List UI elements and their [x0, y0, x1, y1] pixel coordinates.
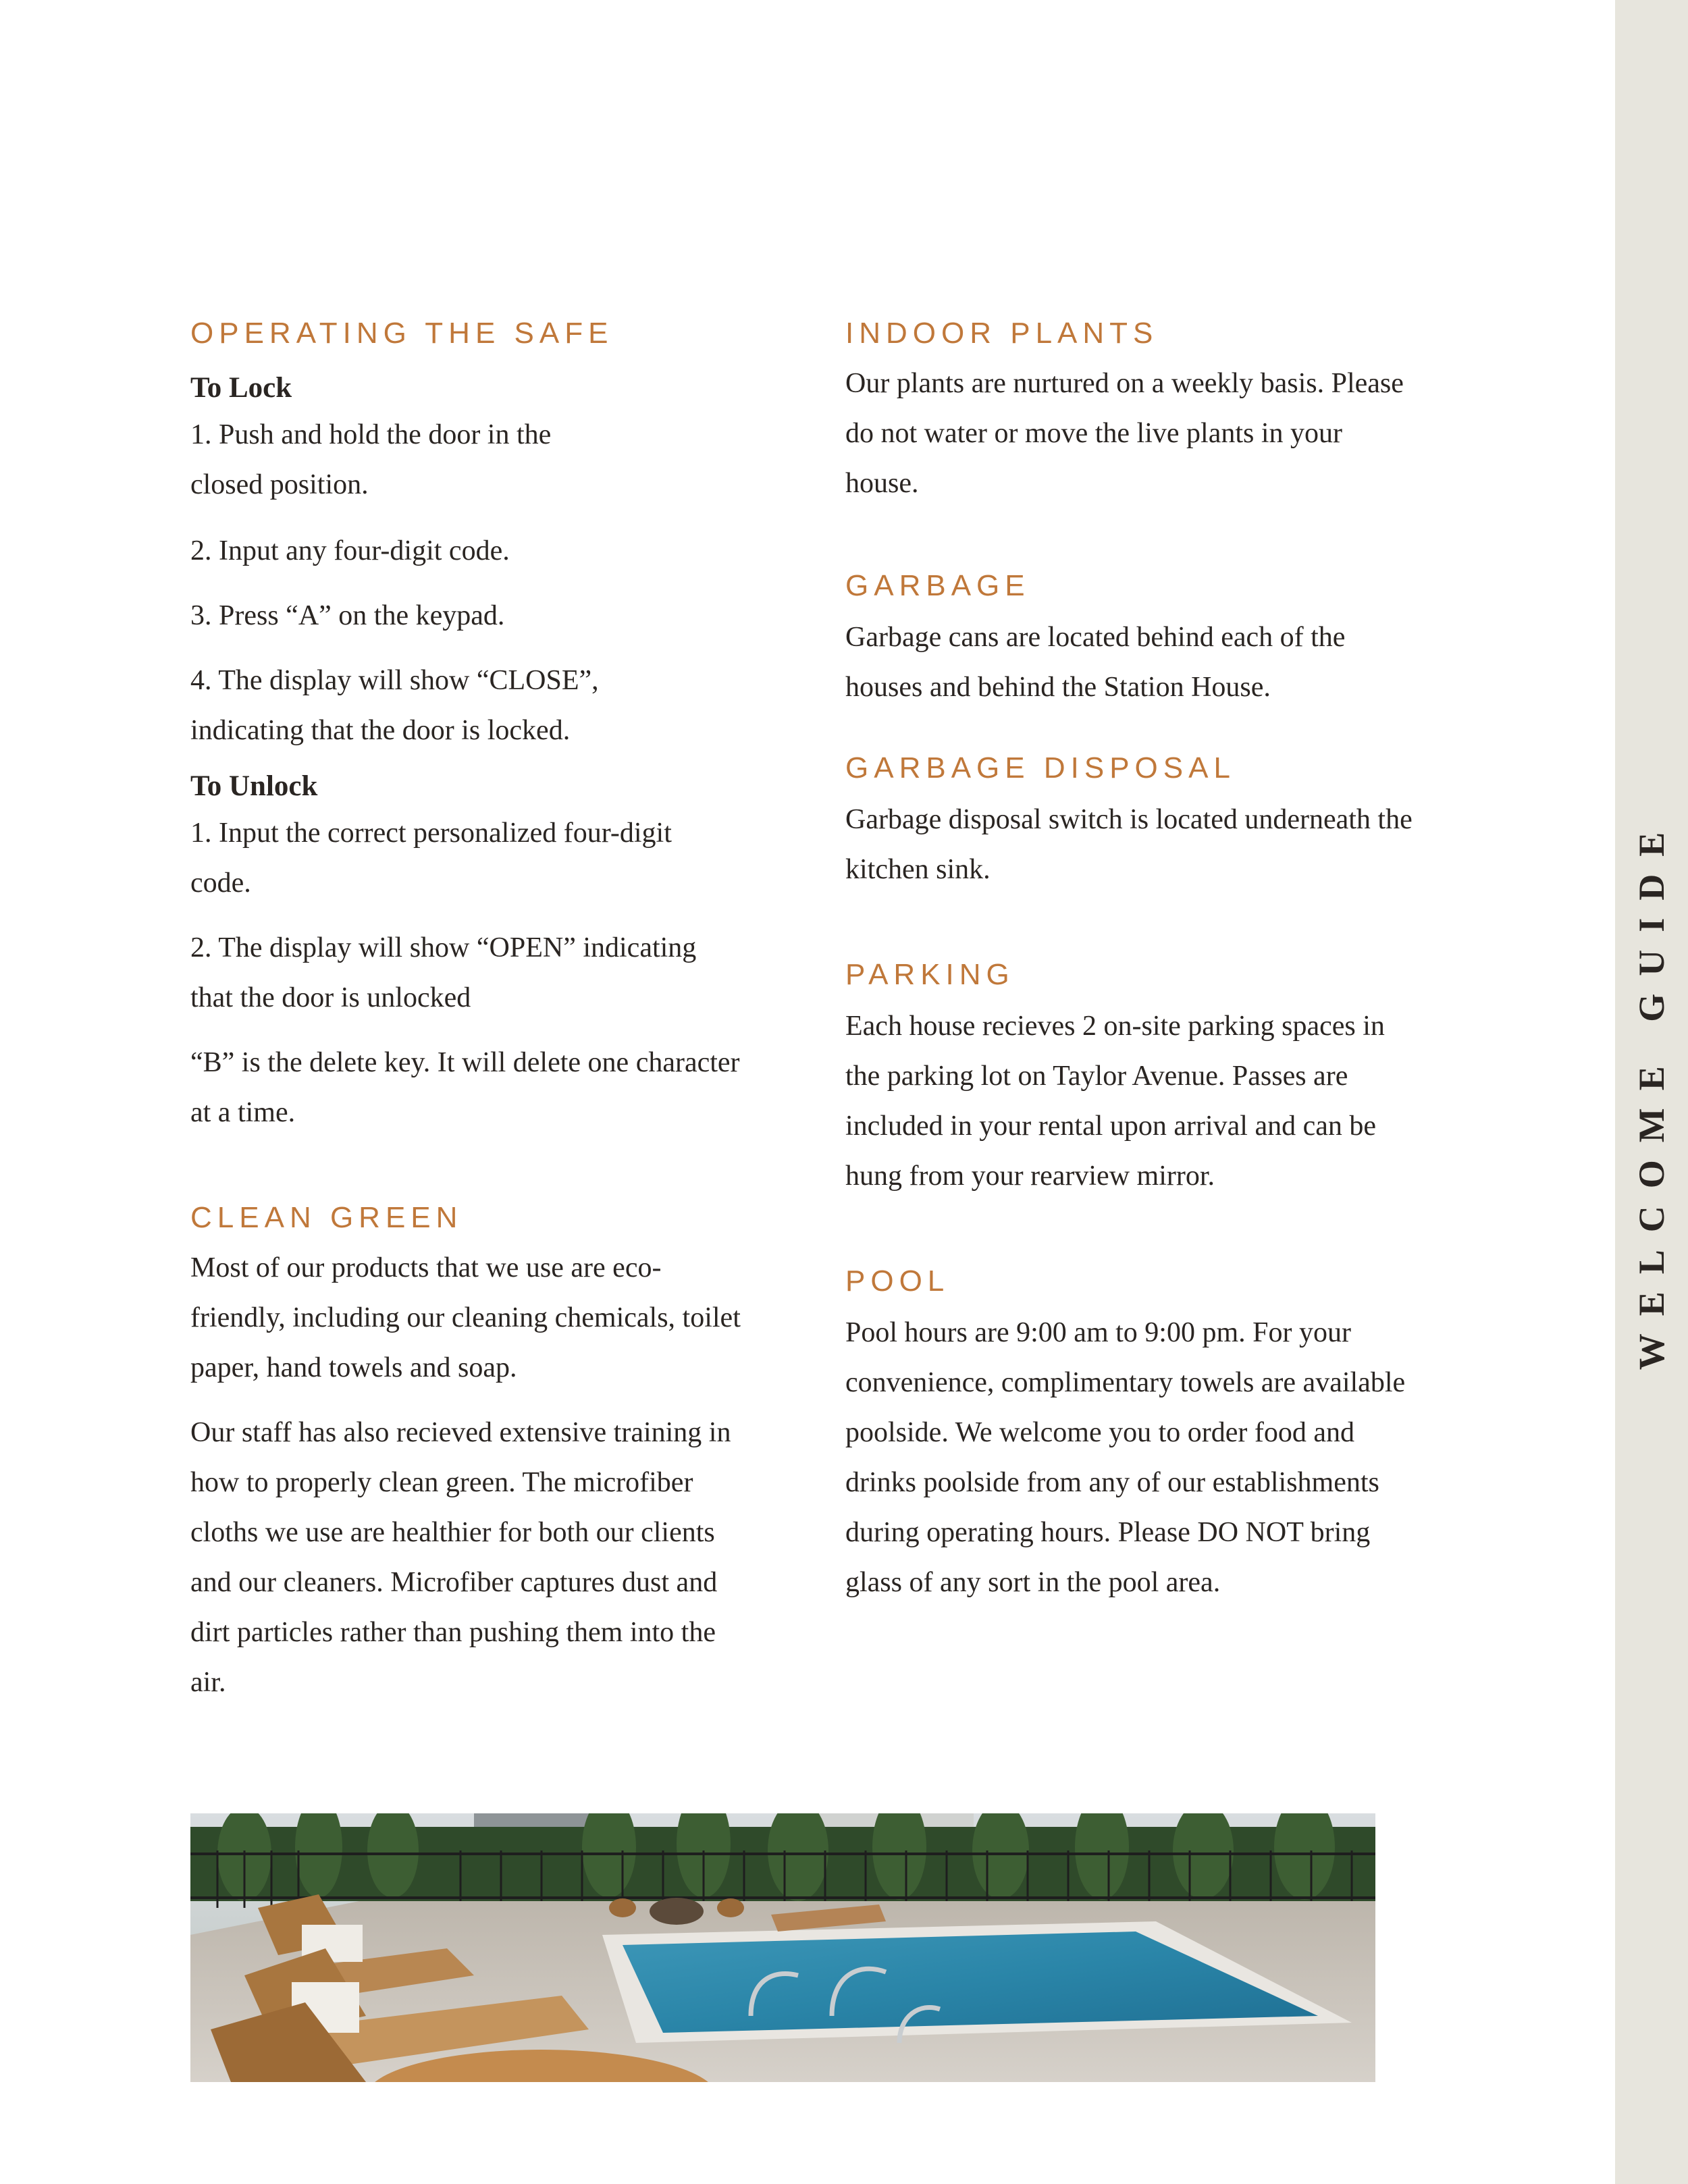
pool-heading: POOL — [845, 1264, 950, 1298]
lock-step-2: 2. Input any four-digit code. — [190, 535, 510, 566]
pool-photo — [190, 1813, 1375, 2082]
parking-text: Each house recieves 2 on-site parking spaces in the parking lot on Taylor Avenue. Passes are included in your rental upon arrival and can be hung from your rearview mirror. — [845, 1011, 1385, 1192]
to-lock-title: To Lock — [190, 372, 292, 404]
clean-green-paragraph-1: Most of our products that we use are eco-friendly, including our cleaning chemicals, toilet paper, hand towels and soap. — [190, 1252, 741, 1383]
lock-step-4: 4. The display will show “CLOSE”, indicating that the door is locked. — [190, 665, 599, 746]
garbage-disposal-text: Garbage disposal switch is located underneath the kitchen sink. — [845, 804, 1413, 885]
clean-green-paragraph-2: Our staff has also recieved extensive training in how to properly clean green. The microfiber cloths we use are healthier for both our clients and our cleaners. Microfiber captures dust and dirt particles rather than pushing them into the air. — [190, 1417, 731, 1698]
lock-step-3: 3. Press “A” on the keypad. — [190, 600, 505, 631]
garbage-heading: GARBAGE — [845, 569, 1030, 602]
pool-text: Pool hours are 9:00 am to 9:00 pm. For your convenience, complimentary towels are available poolside. We welcome you to order food and drinks poolside from any of our establishments during operating hours. Please DO NOT bring glass of any sort in the pool area. — [845, 1317, 1406, 1598]
indoor-plants-heading: INDOOR PLANTS — [845, 317, 1159, 350]
unlock-step-1: 1. Input the correct personalized four-digit code. — [190, 818, 672, 899]
garbage-disposal-heading: GARBAGE DISPOSAL — [845, 751, 1236, 784]
to-unlock-title: To Unlock — [190, 770, 318, 802]
garbage-text: Garbage cans are located behind each of the houses and behind the Station House. — [845, 622, 1346, 703]
unlock-step-2: 2. The display will show “OPEN” indicating that the door is unlocked — [190, 932, 697, 1013]
safe-heading: OPERATING THE SAFE — [190, 317, 614, 350]
clean-green-heading: CLEAN GREEN — [190, 1201, 463, 1234]
left-column — [190, 314, 751, 1707]
delete-key-note: “B” is the delete key. It will delete one character at a time. — [190, 1047, 740, 1128]
indoor-plants-text: Our plants are nurtured on a weekly basis. Please do not water or move the live plants in your house. — [845, 368, 1404, 499]
parking-heading: PARKING — [845, 958, 1015, 991]
lock-step-1: 1. Push and hold the door in the closed position. — [190, 419, 552, 500]
right-column — [845, 314, 1419, 1607]
welcome-guide-label: WELCOME GUIDE — [1631, 814, 1672, 1370]
